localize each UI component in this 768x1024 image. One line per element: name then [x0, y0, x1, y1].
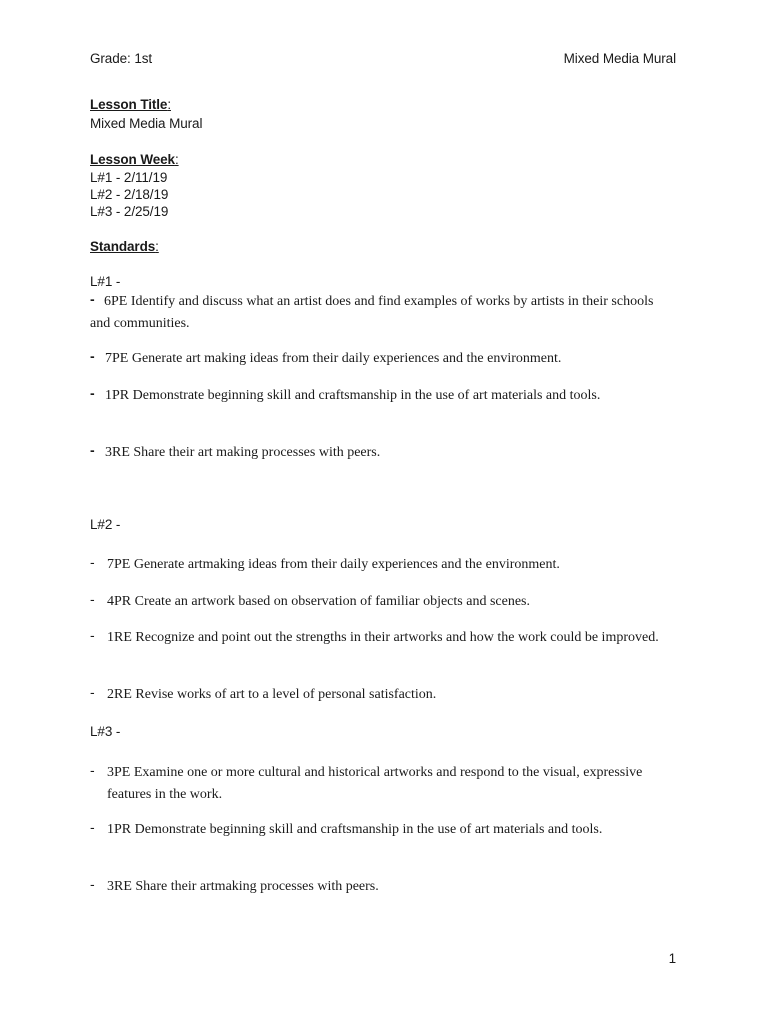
standard-item: 3RE Share their artmaking processes with peers.: [107, 879, 379, 894]
bullet-dash: -: [90, 442, 95, 458]
lesson-3-heading: L#3 -: [90, 724, 121, 739]
standard-item: 1PR Demonstrate beginning skill and craftsmanship in the use of art materials and tools.: [107, 822, 603, 837]
standard-item: 7PE Generate art making ideas from their daily experiences and the environment.: [105, 351, 562, 366]
grade-label: Grade: 1st: [90, 51, 153, 66]
standards-heading: [90, 239, 159, 254]
standards-label: Standards: [90, 239, 156, 254]
lesson-title-colon: :: [167, 97, 171, 112]
lesson-week-item: L#2 - 2/18/19: [90, 187, 169, 202]
standard-item: 1PR Demonstrate beginning skill and craftsmanship in the use of art materials and tools.: [105, 388, 601, 403]
lesson-week-label: Lesson Week: [90, 152, 175, 167]
bullet-dash: -: [90, 876, 95, 892]
lesson-title-label: Lesson Title: [90, 97, 168, 112]
lesson-week-item: L#3 - 2/25/19: [90, 204, 169, 219]
page-number: 1: [668, 951, 676, 966]
standard-item: 3PE Examine one or more cultural and historical artworks and respond to the visual, expressive features in the work.: [107, 765, 643, 802]
standard-item: 4PR Create an artwork based on observation of familiar objects and scenes.: [107, 594, 530, 609]
standard-item: 7PE Generate artmaking ideas from their daily experiences and the environment.: [107, 557, 560, 572]
bullet-dash: -: [90, 819, 95, 835]
bullet-dash: -: [90, 762, 95, 778]
lesson-week-heading: [90, 152, 179, 167]
lesson-week-colon: :: [174, 152, 179, 167]
lesson-title-value: Mixed Media Mural: [90, 116, 203, 131]
standard-item: 2RE Revise works of art to a level of personal satisfaction.: [107, 687, 437, 702]
lesson-title-heading: [90, 97, 171, 112]
bullet-dash: -: [90, 627, 95, 643]
standards-colon: :: [155, 239, 159, 254]
bullet-dash: -: [90, 554, 95, 570]
bullet-dash: -: [90, 291, 95, 307]
bullet-dash: -: [90, 684, 95, 700]
lesson-2-heading: L#2 -: [90, 517, 121, 532]
bullet-dash: -: [90, 591, 95, 607]
lesson-1-heading: L#1 -: [90, 274, 121, 289]
bullet-dash: -: [90, 385, 95, 401]
standard-item: 3RE Share their art making processes with peers.: [105, 445, 381, 460]
bullet-dash: -: [90, 348, 95, 364]
standard-item: 6PE Identify and discuss what an artist does and find examples of works by artists in their schools and communities.: [90, 294, 654, 331]
standard-item: 1RE Recognize and point out the strengths in their artworks and how the work could be improved.: [107, 630, 659, 645]
header-title: Mixed Media Mural: [563, 51, 676, 66]
lesson-week-item: L#1 - 2/11/19: [90, 170, 168, 185]
